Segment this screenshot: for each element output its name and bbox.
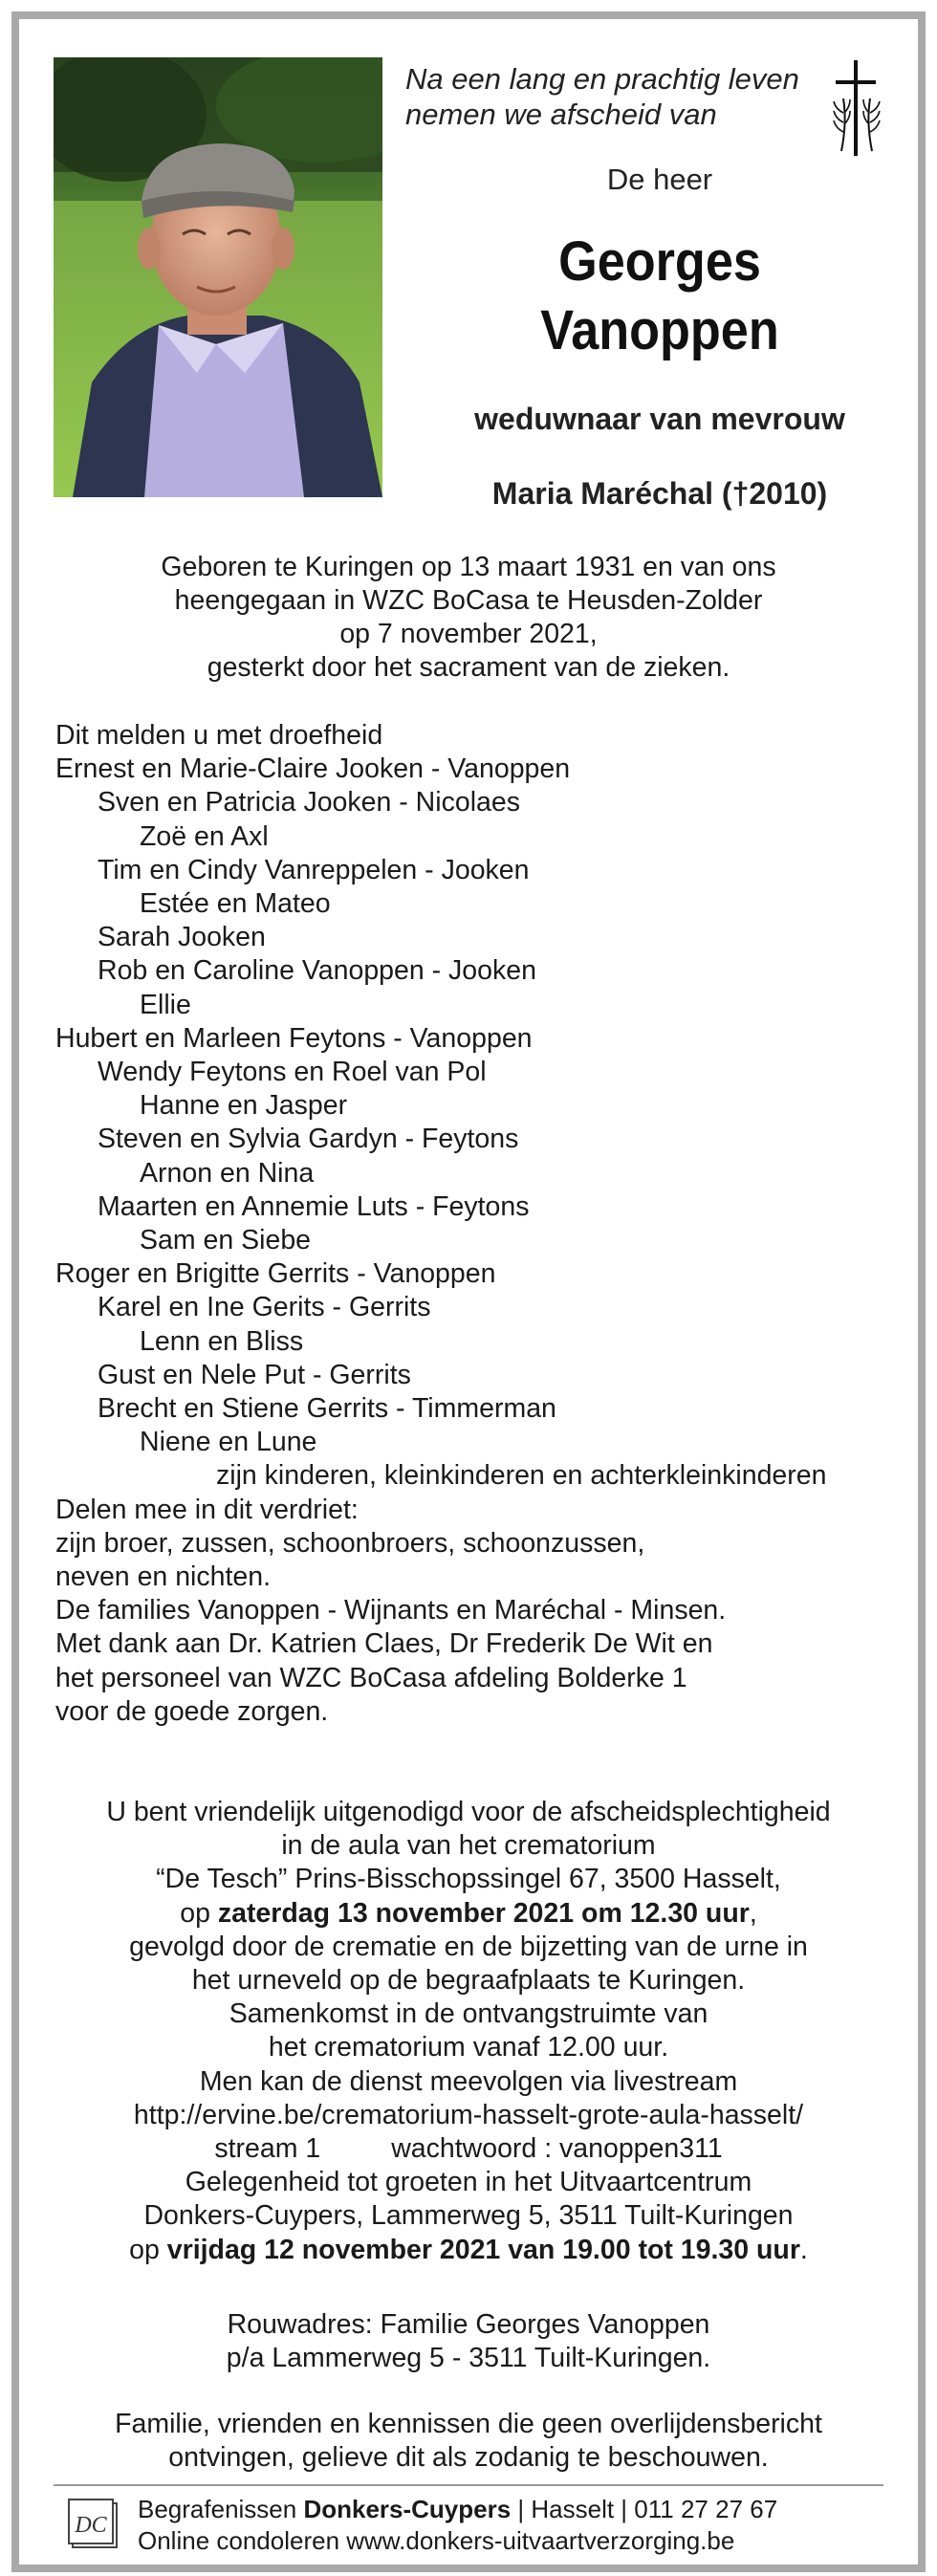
closing-line: zijn broer, zussen, schoonbroers, schoonzussen, bbox=[55, 1527, 645, 1559]
intro-line: Na een lang en prachtig leven bbox=[405, 62, 799, 96]
deceased-name bbox=[427, 228, 892, 365]
closing-line: Delen mee in dit verdriet: bbox=[55, 1494, 359, 1525]
family-member-line: Maarten en Annemie Luts - Feytons bbox=[98, 1190, 530, 1222]
address-line: Rouwadres: Familie Georges Vanoppen bbox=[227, 2309, 710, 2340]
footer-divider bbox=[54, 2484, 883, 2486]
notice-text bbox=[19, 2408, 918, 2475]
closing-line: De families Vanoppen - Wijnants en Maréchal - Minsen. bbox=[55, 1595, 727, 1626]
ceremony-line: gevolgd door de crematie en de bijzetting van de urne in bbox=[129, 1931, 808, 1962]
spouse-name: Maria Maréchal (†2010) bbox=[491, 476, 828, 511]
family-member-line: Karel en Ine Gerits - Gerrits bbox=[98, 1292, 431, 1323]
family-member-line: Wendy Feytons en Roel van Pol bbox=[98, 1057, 487, 1088]
funeral-home-logo bbox=[67, 2498, 124, 2555]
closing-line: voor de goede zorgen. bbox=[55, 1695, 329, 1727]
notice-line: ontvingen, gelieve dit als zodanig te beschouwen. bbox=[168, 2442, 769, 2474]
stream-password: wachtwoord : vanoppen311 bbox=[391, 2133, 723, 2165]
visitation-line bbox=[19, 2234, 918, 2267]
ceremony-line: Men kan de dienst meevolgen via livestream bbox=[199, 2065, 738, 2097]
closing-line: het personeel van WZC BoCasa afdeling Bolderke 1 bbox=[55, 1662, 687, 1693]
visit-suffix: . bbox=[799, 2234, 808, 2265]
family-member-line: Sam en Siebe bbox=[140, 1225, 312, 1256]
family-member-line: Niene en Lune bbox=[140, 1427, 317, 1458]
stream-label: stream 1 bbox=[214, 2133, 321, 2165]
family-member-line: Lenn en Bliss bbox=[140, 1325, 304, 1357]
birth-line: heengegaan in WZC BoCasa te Heusden-Zolder bbox=[174, 585, 763, 616]
family-member-line: Gust en Nele Put - Gerrits bbox=[98, 1359, 411, 1390]
family-member-line: Hanne en Jasper bbox=[140, 1090, 348, 1122]
family-member-line: Estée en Mateo bbox=[140, 888, 331, 920]
family-member-line: Ellie bbox=[140, 989, 191, 1020]
mourning-address bbox=[19, 2308, 918, 2375]
notice-line: Familie, vrienden en kennissen die geen overlijdensbericht bbox=[115, 2409, 822, 2439]
ceremony-line: “De Tesch” Prins-Bisschopssingel 67, 3500 Hasselt, bbox=[156, 1864, 781, 1895]
family-member-line: Sven en Patricia Jooken - Nicolaes bbox=[98, 787, 520, 819]
ceremony-line: Samenkomst in de ontvangstruimte van bbox=[229, 1998, 708, 2030]
birth-line: gesterkt door het sacrament van de zieken. bbox=[207, 652, 730, 683]
ceremony-line: Gelegenheid tot groeten in het Uitvaartcentrum bbox=[185, 2167, 752, 2198]
family-member-line: Roger en Brigitte Gerrits - Vanoppen bbox=[55, 1258, 496, 1290]
family-member-line: Steven en Sylvia Gardyn - Feytons bbox=[98, 1124, 519, 1155]
date-prefix: op bbox=[180, 1897, 218, 1929]
footer-line-1 bbox=[138, 2494, 903, 2525]
family-list bbox=[55, 719, 916, 1729]
ceremony-line: U bent vriendelijk uitgenodigd voor de afscheidsplechtigheid bbox=[106, 1797, 831, 1827]
first-name: Georges bbox=[558, 230, 761, 293]
livestream-url[interactable]: http://ervine.be/crematorium-hasselt-grote-aula-hasselt/ bbox=[133, 2099, 804, 2130]
cross-icon bbox=[822, 55, 889, 161]
family-member-line: Rob en Caroline Vanoppen - Jooken bbox=[98, 955, 536, 987]
birth-line: op 7 november 2021, bbox=[339, 619, 598, 649]
widower-text: weduwnaar van mevrouw bbox=[474, 402, 845, 436]
portrait-photo bbox=[54, 57, 382, 497]
family-members bbox=[55, 753, 916, 1459]
family-heading: Dit melden u met droefheid bbox=[55, 720, 383, 751]
children-summary: zijn kinderen, kleinkinderen en achterkleinkinderen bbox=[216, 1460, 827, 1492]
obituary-card bbox=[11, 11, 926, 2572]
family-member-line: Sarah Jooken bbox=[98, 922, 266, 953]
footer-company: Donkers-Cuypers bbox=[303, 2495, 512, 2523]
ceremony-line: het crematorium vanaf 12.00 uur. bbox=[268, 2032, 669, 2063]
stream-credentials bbox=[19, 2132, 918, 2166]
ceremony-date: zaterdag 13 november 2021 om 12.30 uur bbox=[217, 1897, 750, 1929]
last-name: Vanoppen bbox=[540, 299, 779, 361]
family-member-line: Zoë en Axl bbox=[140, 820, 269, 852]
footer-contact: | Hasselt | 011 27 27 67 bbox=[511, 2495, 778, 2523]
intro-text bbox=[405, 61, 826, 132]
footer-website[interactable]: Online condoleren www.donkers-uitvaartverzorging.be bbox=[138, 2526, 735, 2555]
birth-line: Geboren te Kuringen op 13 maart 1931 en van ons bbox=[161, 552, 776, 582]
logo-text: DC bbox=[75, 2513, 107, 2538]
visit-prefix: op bbox=[129, 2234, 167, 2265]
date-suffix: , bbox=[749, 1897, 757, 1929]
family-member-line: Arnon en Nina bbox=[140, 1157, 315, 1189]
footer bbox=[138, 2494, 903, 2557]
ceremony-line: in de aula van het crematorium bbox=[281, 1830, 656, 1862]
intro-line: nemen we afscheid van bbox=[405, 98, 717, 131]
family-member-line: Tim en Cindy Vanreppelen - Jooken bbox=[98, 854, 530, 885]
address-line: p/a Lammerweg 5 - 3511 Tuilt-Kuringen. bbox=[226, 2343, 711, 2374]
family-member-line: Ernest en Marie-Claire Jooken - Vanoppen bbox=[55, 753, 571, 785]
closing-line: neven en nichten. bbox=[55, 1561, 272, 1593]
ceremony-line: Donkers-Cuypers, Lammerweg 5, 3511 Tuilt-Kuringen bbox=[143, 2200, 794, 2232]
visitation-date: vrijdag 12 november 2021 van 19.00 tot 19.30 uur bbox=[166, 2234, 800, 2265]
ceremony-line: het urneveld op de begraafplaats te Kuringen. bbox=[191, 1965, 746, 1997]
family-member-line: Brecht en Stiene Gerrits - Timmerman bbox=[98, 1393, 556, 1425]
ceremony-date-line bbox=[19, 1897, 918, 1931]
birth-death-text bbox=[19, 551, 918, 685]
honorific: De heer bbox=[606, 163, 713, 196]
ceremony-details bbox=[19, 1796, 918, 2267]
closing-line: Met dank aan Dr. Katrien Claes, Dr Frederik De Wit en bbox=[55, 1628, 713, 1660]
family-member-line: Hubert en Marleen Feytons - Vanoppen bbox=[55, 1022, 533, 1054]
footer-prefix: Begrafenissen bbox=[138, 2495, 304, 2523]
